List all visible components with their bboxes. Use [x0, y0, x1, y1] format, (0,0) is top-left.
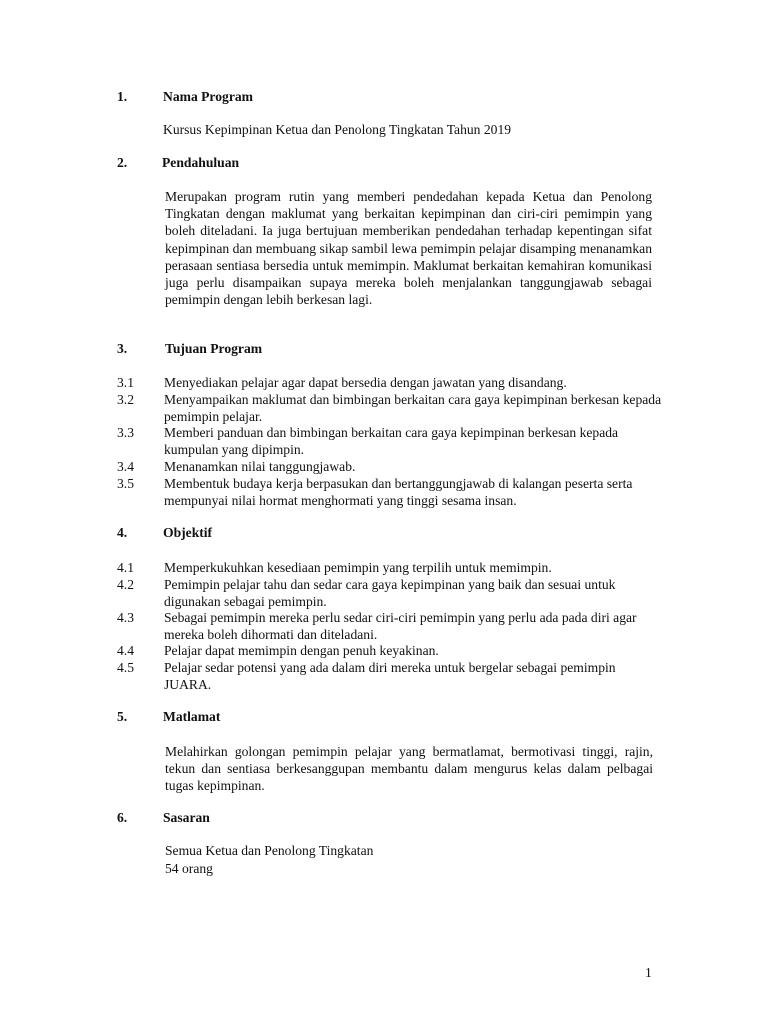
target-line: Semua Ketua dan Penolong Tingkatan	[165, 843, 374, 858]
list-item-text: Menyampaikan maklumat dan bimbingan berkaitan cara gaya kepimpinan berkesan kepada pemimpin pelajar.	[164, 392, 662, 424]
introduction-paragraph: Merupakan program rutin yang memberi pendedahan kepada Ketua dan Penolong Tingkatan dengan maklumat yang berkaitan kepimpinan dan ciri-ciri pemimpin yang boleh diteladani. Ia juga bertujuan memberikan pendedahan terhadap kepentingan sifat kepimpinan dan membuang sikap sambil lewa pemimpin pelajar disamping menanamkan perasaan sentiasa bersedia untuk memimpin. Maklumat berkaitan kemahiran komunikasi juga perlu disampaikan supaya mereka boleh menjalankan tanggungjawab sebagai pemimpin dengan lebih berkesan lagi.	[165, 189, 652, 308]
list-item-number: 3.3	[117, 425, 134, 440]
list-item-number: 4.2	[117, 577, 134, 592]
list-item-number: 4.1	[117, 560, 134, 575]
program-name: Kursus Kepimpinan Ketua dan Penolong Tingkatan Tahun 2019	[163, 122, 512, 137]
page-number: 1	[645, 965, 652, 980]
list-item-number: 3.1	[117, 375, 134, 390]
list-item-number: 4.5	[117, 660, 134, 675]
list-item-text: Pemimpin pelajar tahu dan sedar cara gaya kepimpinan yang baik dan sesuai untuk digunakan sebagai pemimpin.	[164, 577, 616, 609]
section-number: 2.	[117, 155, 128, 170]
list-item-number: 3.5	[117, 476, 134, 491]
list-item-text: Pelajar sedar potensi yang ada dalam diri mereka untuk bergelar sebagai pemimpin JUARA.	[164, 660, 616, 692]
section-number: 1.	[117, 89, 128, 104]
list-item-text: Memberi panduan dan bimbingan berkaitan cara gaya kepimpinan berkesan kepada kumpulan yang dipimpin.	[164, 425, 619, 457]
section-title: Pendahuluan	[162, 155, 240, 170]
list-item-number: 4.4	[117, 643, 134, 658]
list-item-number: 4.3	[117, 610, 134, 625]
list-item-text: Menanamkan nilai tanggungjawab.	[164, 459, 356, 474]
list-item-text: Pelajar dapat memimpin dengan penuh keyakinan.	[164, 643, 439, 658]
list-item-text: Memperkukuhkan kesediaan pemimpin yang terpilih untuk memimpin.	[164, 560, 552, 575]
section-number: 4.	[117, 525, 128, 540]
section-title: Nama Program	[163, 89, 253, 104]
section-number: 6.	[117, 810, 128, 825]
section-title: Matlamat	[163, 709, 221, 724]
list-item-text: Membentuk budaya kerja berpasukan dan bertanggungjawab di kalangan peserta serta mempunyai nilai hormat menghormati yang tinggi sesama insan.	[164, 476, 633, 508]
section-title: Objektif	[163, 525, 213, 540]
section-title: Tujuan Program	[165, 341, 263, 356]
target-count: 54 orang	[165, 861, 213, 876]
list-item-text: Sebagai pemimpin mereka perlu sedar ciri-ciri pemimpin yang perlu ada pada diri agar mereka boleh dihormati dan diteladani.	[164, 610, 637, 642]
goal-paragraph: Melahirkan golongan pemimpin pelajar yang bermatlamat, bermotivasi tinggi, rajin, tekun dan sentiasa berkesanggupan membantu dalam mengurus kelas dalam pelbagai tugas kepimpinan.	[165, 744, 653, 794]
list-item-number: 3.2	[117, 392, 134, 407]
list-item-number: 3.4	[117, 459, 134, 474]
section-title: Sasaran	[163, 810, 210, 825]
section-number: 3.	[117, 341, 128, 356]
list-item-text: Menyediakan pelajar agar dapat bersedia dengan jawatan yang disandang.	[164, 375, 567, 390]
section-number: 5.	[117, 709, 128, 724]
